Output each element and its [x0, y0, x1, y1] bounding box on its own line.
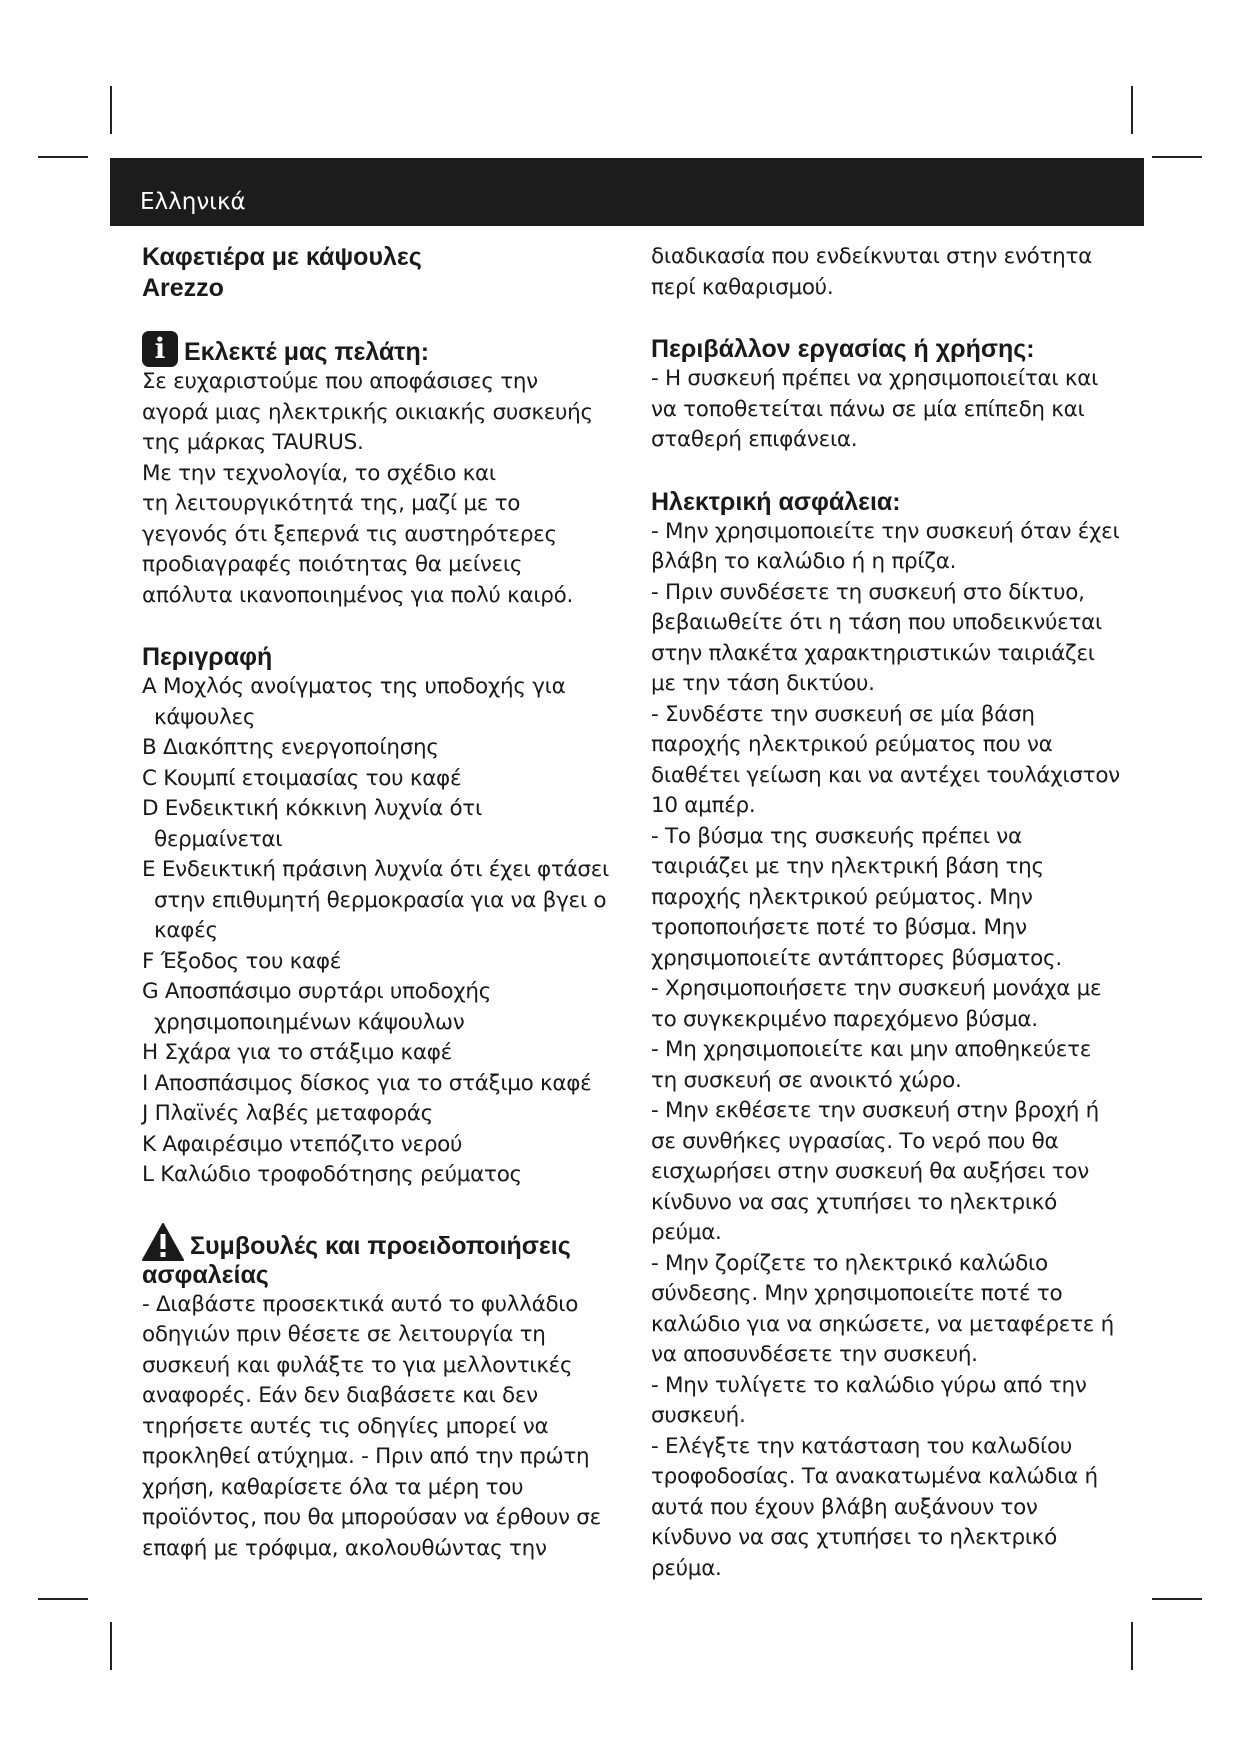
- description-item: F Έξοδος του καφέ: [142, 948, 342, 974]
- product-model: Arezzo: [142, 274, 224, 302]
- warning-icon: [142, 1223, 184, 1261]
- description-item: B Διακόπτης ενεργοποίησης: [142, 735, 439, 760]
- electrical-item: - Χρησιμοποιήσετε την συσκευή μονάχα με το συγκεκριμένο παρεχόμενο βύσμα.: [651, 976, 1102, 1032]
- electrical-item: - Μη χρησιμοποιείτε και μην αποθηκεύετε τη συσκευή σε ανοικτό χώρο.: [651, 1037, 1092, 1093]
- description-item: K Αφαιρέσιμο ντεπόζιτο νερού: [142, 1131, 463, 1157]
- welcome-line: αγορά μιας ηλεκτρικής οικιακής συσκευής: [142, 399, 593, 425]
- product-title: Καφετιέρα με κάψουλες: [142, 243, 422, 271]
- description-heading: Περιγραφή: [142, 643, 273, 671]
- description-item: L Καλώδιο τροφοδότησης ρεύματος: [142, 1162, 522, 1187]
- description-item: C Κουμπί ετοιμασίας του καφέ: [142, 765, 462, 791]
- info-icon: i: [142, 331, 178, 367]
- safety-heading-row: [142, 1223, 612, 1261]
- description-item: H Σχάρα για το στάξιμο καφέ: [142, 1040, 452, 1065]
- description-item: I Αποσπάσιμος δίσκος για το στάξιμο καφέ: [142, 1070, 592, 1096]
- left-column: [142, 242, 612, 1564]
- language-label: Ελληνικά: [140, 189, 246, 215]
- electrical-list: [651, 517, 1121, 1585]
- electrical-item: - Μην τυλίγετε το καλώδιο γύρω από την συσκευή.: [651, 1372, 1087, 1428]
- welcome-line: Σε ευχαριστούμε που αποφάσισες την: [142, 369, 538, 394]
- welcome-line: απόλυτα ικανοποιημένος για πολύ καιρό.: [142, 582, 574, 608]
- electrical-item: - Πριν συνδέσετε τη συσκευή στο δίκτυο, βεβαιωθείτε ότι η τάση που υποδεικνύεται στην πλακέτα χαρακτηριστικών ταιριάζει με την τάση δικτύου.: [651, 579, 1102, 696]
- description-item: A Μοχλός ανοίγματος της υποδοχής για κάψουλες: [142, 674, 566, 730]
- welcome-text: [142, 367, 612, 611]
- electrical-item: - Ελέγξτε την κατάσταση του καλωδίου τροφοδοσίας. Τα ανακατωμένα καλώδια ή αυτά που έχουν βλάβη αυξάνουν τον κίνδυνο να σας χτυπήσει το ηλεκτρικό ρεύμα.: [651, 1433, 1098, 1581]
- welcome-heading-row: [142, 331, 612, 367]
- crop-mark: [38, 1598, 88, 1600]
- crop-mark: [110, 1622, 112, 1670]
- electrical-item: - Το βύσμα της συσκευής πρέπει να ταιριάζει με την ηλεκτρική βάση της παροχής ηλεκτρικού ρεύματος. Μην τροποποιήσετε ποτέ το βύσμα. Μην χρησιμοποιείτε αντάπτορες βύσματος.: [651, 823, 1062, 971]
- electrical-item: - Μην ζορίζετε το ηλεκτρικό καλώδιο σύνδεσης. Μην χρησιμοποιείτε ποτέ το καλώδιο για να σηκώσετε, να μεταφέρετε ή να αποσυνδέσετε την συσκευή.: [651, 1250, 1114, 1367]
- description-item: D Ενδεικτική κόκκινη λυχνία ότι θερμαίνεται: [142, 796, 482, 852]
- crop-mark: [1131, 1622, 1133, 1670]
- crop-mark: [1131, 86, 1133, 134]
- welcome-line: της μάρκας TAURUS.: [142, 430, 364, 455]
- welcome-line: προδιαγραφές ποιότητας θα μείνεις: [142, 552, 523, 577]
- crop-mark: [38, 156, 88, 158]
- environment-text: - Η συσκευή πρέπει να χρησιμοποιείται και να τοποθετείται πάνω σε μία επίπεδη και σταθερή επιφάνεια.: [651, 366, 1099, 452]
- language-header-bar: [110, 158, 1144, 226]
- crop-mark: [1152, 156, 1202, 158]
- description-item: J Πλαϊνές λαβές μεταφοράς: [142, 1101, 433, 1126]
- electrical-heading: Ηλεκτρική ασφάλεια:: [651, 487, 901, 516]
- description-list: [142, 672, 612, 1191]
- description-item: E Ενδεικτική πράσινη λυχνία ότι έχει φτάσει στην επιθυμητή θερμοκρασία για να βγει ο καφές: [142, 857, 609, 943]
- safety-text: - Διαβάστε προσεκτικά αυτό το φυλλάδιο οδηγιών πριν θέσετε σε λειτουργία τη συσκευή και φυλάξτε το για μελλοντικές αναφορές. Εάν δεν διαβάσετε και δεν τηρήσετε αυτές τις οδηγίες μπορεί να προκληθεί ατύχημα. - Πριν από την πρώτη χρήση, καθαρίσετε όλα τα μέρη του προϊόντος, που θα μπορούσαν να έρθουν σε επαφή με τρόφιμα, ακολουθώντας την: [142, 1291, 601, 1561]
- safety-heading-continued: ασφαλείας: [142, 1260, 269, 1289]
- crop-mark: [110, 86, 112, 134]
- safety-heading: Συμβουλές και προειδοποιήσεις: [190, 1231, 571, 1260]
- cleaning-continuation: διαδικασία που ενδείκνυται στην ενότητα περί καθαρισμού.: [651, 244, 1092, 300]
- crop-mark: [1152, 1598, 1202, 1600]
- welcome-heading: Εκλεκτέ μας πελάτη:: [184, 338, 430, 366]
- right-column: [651, 242, 1121, 1584]
- electrical-item: - Μην χρησιμοποιείτε την συσκευή όταν έχει βλάβη το καλώδιο ή η πρίζα.: [651, 518, 1120, 574]
- welcome-line: γεγονός ότι ξεπερνά τις αυστηρότερες: [142, 521, 557, 547]
- description-item: G Αποσπάσιμο συρτάρι υποδοχής χρησιμοποιημένων κάψουλων: [142, 979, 492, 1035]
- electrical-item: - Συνδέστε την συσκευή σε μία βάση παροχής ηλεκτρικού ρεύματος που να διαθέτει γείωση και να αντέχει τουλάχιστον 10 αμπέρ.: [651, 701, 1120, 818]
- welcome-line: τη λειτουργικότητά της, μαζί με το: [142, 491, 521, 516]
- electrical-item: - Μην εκθέσετε την συσκευή στην βροχή ή σε συνθήκες υγρασίας. Το νερό που θα εισχωρήσει στην συσκευή θα αυξήσει τον κίνδυνο να σας χτυπήσει το ηλεκτρικό ρεύμα.: [651, 1098, 1099, 1245]
- environment-heading: Περιβάλλον εργασίας ή χρήσης:: [651, 335, 1035, 363]
- welcome-line: Με την τεχνολογία, το σχέδιο και: [142, 460, 496, 486]
